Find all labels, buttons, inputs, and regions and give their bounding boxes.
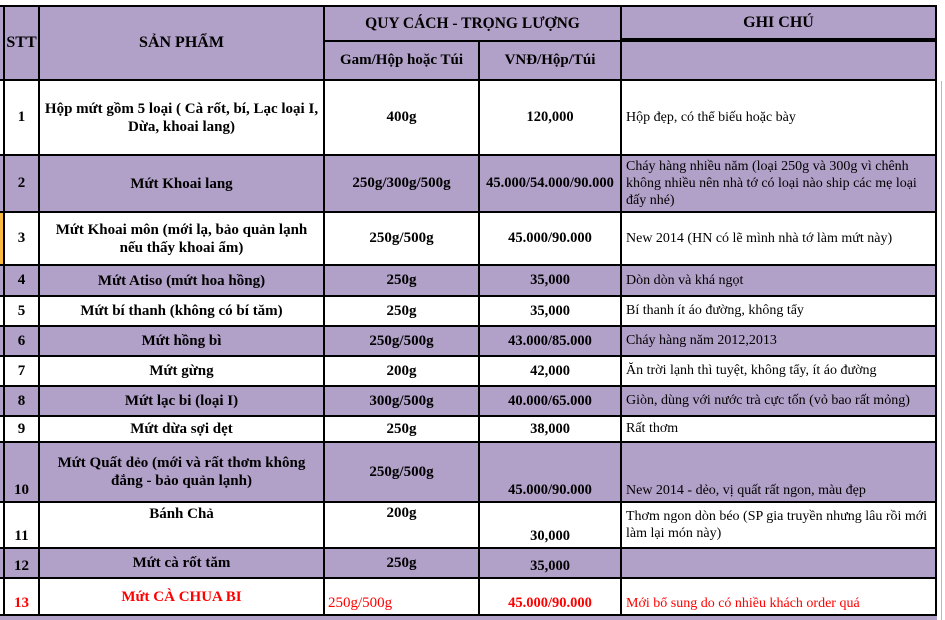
weight-cell: 250g/500g (325, 443, 480, 503)
stt-cell: 13 (5, 579, 40, 616)
note-cell: Rất thơm (622, 417, 937, 443)
header-stt: STT (5, 7, 40, 81)
price-cell: 30,000 (480, 503, 622, 549)
table-body (0, 81, 937, 616)
note-cell: Cháy hàng nhiều năm (loại 250g và 300g vì chênh không nhiều nên nhà tớ có loại nào ship các mẹ loại đấy nhé) (622, 156, 937, 213)
weight-cell: 400g (325, 81, 480, 156)
weight-cell: 250g (325, 297, 480, 327)
weight-cell: 250g/300g/500g (325, 156, 480, 213)
weight-cell: 250g (325, 549, 480, 579)
table-row (0, 549, 937, 579)
product-cell: Hộp mứt gồm 5 loại ( Cà rốt, bí, Lạc loại I, Dừa, khoai lang) (40, 81, 325, 156)
note-cell: Thơm ngon dòn béo (SP gia truyền nhưng lâu rồi mới làm lại món này) (622, 503, 937, 549)
product-cell: Mứt Khoai môn (mới lạ, bảo quản lạnh nếu thấy khoai ẩm) (40, 213, 325, 266)
stt-cell: 1 (5, 81, 40, 156)
note-cell: Dòn dòn và khá ngọt (622, 266, 937, 297)
stt-cell: 2 (5, 156, 40, 213)
product-cell: Mứt gừng (40, 357, 325, 387)
table-row (0, 327, 937, 357)
table-row (0, 417, 937, 443)
stt-cell: 5 (5, 297, 40, 327)
table-row (0, 81, 937, 156)
table-row (0, 357, 937, 387)
stt-cell: 3 (5, 213, 40, 266)
header-notes (622, 7, 937, 81)
product-price-table (0, 5, 937, 616)
note-cell: New 2014 - dẻo, vị quất rất ngon, màu đẹp (622, 443, 937, 503)
table-row (0, 213, 937, 266)
stt-cell: 4 (5, 266, 40, 297)
price-cell: 38,000 (480, 417, 622, 443)
table-row (0, 387, 937, 417)
header-spec-price: VNĐ/Hộp/Túi (480, 40, 622, 81)
stt-cell: 12 (5, 549, 40, 579)
price-cell: 45.000/90.000 (480, 579, 622, 616)
table-header (0, 7, 937, 81)
header-spec-group-title: QUY CÁCH - TRỌNG LƯỢNG (325, 7, 622, 40)
note-cell: New 2014 (HN có lẽ mình nhà tớ làm mứt này) (622, 213, 937, 266)
product-cell: Mứt CÀ CHUA BI (40, 579, 325, 616)
price-cell: 42,000 (480, 357, 622, 387)
price-cell: 43.000/85.000 (480, 327, 622, 357)
weight-cell: 250g/500g (325, 579, 480, 616)
weight-cell: 200g (325, 503, 480, 549)
price-cell: 40.000/65.000 (480, 387, 622, 417)
header-notes-empty (622, 40, 937, 81)
note-cell: Hộp đẹp, có thể biếu hoặc bày (622, 81, 937, 156)
weight-cell: 250g/500g (325, 327, 480, 357)
note-cell: Cháy hàng năm 2012,2013 (622, 327, 937, 357)
price-cell: 35,000 (480, 297, 622, 327)
price-cell: 45.000/90.000 (480, 213, 622, 266)
table-row (0, 503, 937, 549)
table-row (0, 443, 937, 503)
note-cell: Giòn, dùng với nước trà cực tốn (vỏ bao rất mỏng) (622, 387, 937, 417)
header-product: SẢN PHẨM (40, 7, 325, 81)
stt-cell: 10 (5, 443, 40, 503)
product-cell: Mứt lạc bi (loại I) (40, 387, 325, 417)
weight-cell: 250g (325, 417, 480, 443)
price-cell: 35,000 (480, 266, 622, 297)
weight-cell: 300g/500g (325, 387, 480, 417)
note-cell (622, 549, 937, 579)
weight-cell: 200g (325, 357, 480, 387)
stt-cell: 9 (5, 417, 40, 443)
price-cell: 120,000 (480, 81, 622, 156)
price-cell: 45.000/54.000/90.000 (480, 156, 622, 213)
table-row (0, 266, 937, 297)
stt-cell: 8 (5, 387, 40, 417)
price-cell: 35,000 (480, 549, 622, 579)
product-cell: Mứt Quất dẻo (mới và rất thơm không đắng - bảo quản lạnh) (40, 443, 325, 503)
product-cell: Mứt Atiso (mứt hoa hồng) (40, 266, 325, 297)
product-cell: Mứt cà rốt tăm (40, 549, 325, 579)
weight-cell: 250g (325, 266, 480, 297)
note-cell: Ăn trời lạnh thì tuyệt, không tẩy, ít áo đường (622, 357, 937, 387)
stt-cell: 11 (5, 503, 40, 549)
table-row (0, 297, 937, 327)
table-row (0, 156, 937, 213)
product-cell: Bánh Chả (40, 503, 325, 549)
header-spec-group (325, 7, 622, 81)
next-row-cutoff (0, 616, 937, 620)
product-cell: Mứt bí thanh (không có bí tăm) (40, 297, 325, 327)
header-spec-weight: Gam/Hộp hoặc Túi (325, 40, 480, 81)
product-cell: Mứt dừa sợi dẹt (40, 417, 325, 443)
note-cell: Mới bổ sung do có nhiều khách order quá (622, 579, 937, 616)
stt-cell: 7 (5, 357, 40, 387)
sheet-gridline (941, 81, 942, 620)
table-row (0, 579, 937, 616)
weight-cell: 250g/500g (325, 213, 480, 266)
price-cell: 45.000/90.000 (480, 443, 622, 503)
header-notes-title: GHI CHÚ (622, 7, 937, 40)
note-cell: Bí thanh ít áo đường, không tẩy (622, 297, 937, 327)
product-cell: Mứt Khoai lang (40, 156, 325, 213)
product-cell: Mứt hồng bì (40, 327, 325, 357)
stt-cell: 6 (5, 327, 40, 357)
